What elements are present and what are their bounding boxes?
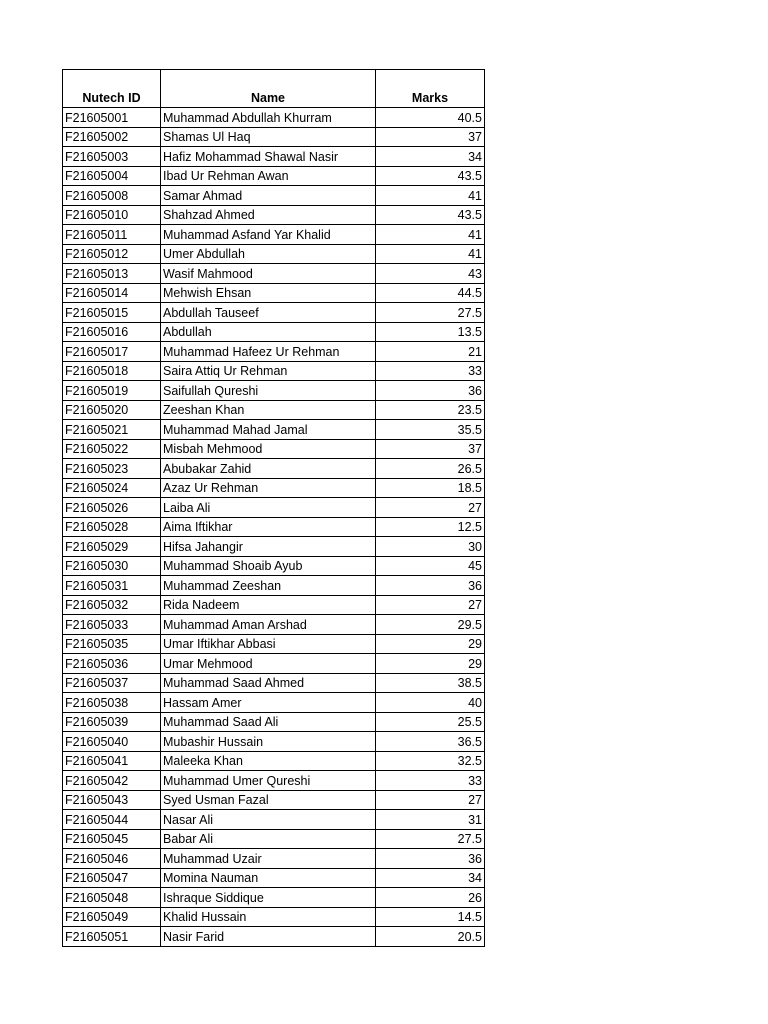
table-row <box>63 595 485 615</box>
cell-marks: 32.5 <box>376 751 485 771</box>
cell-marks: 27 <box>376 790 485 810</box>
cell-name: Abdullah Tauseef <box>161 303 376 323</box>
table-row <box>63 186 485 206</box>
cell-marks: 31 <box>376 810 485 830</box>
cell-marks: 33 <box>376 771 485 791</box>
cell-name: Misbah Mehmood <box>161 439 376 459</box>
cell-name: Syed Usman Fazal <box>161 790 376 810</box>
cell-nutech-id: F21605028 <box>63 517 161 537</box>
cell-marks: 13.5 <box>376 322 485 342</box>
cell-marks: 27 <box>376 595 485 615</box>
cell-marks: 30 <box>376 537 485 557</box>
cell-marks: 29.5 <box>376 615 485 635</box>
cell-marks: 35.5 <box>376 420 485 440</box>
cell-nutech-id: F21605021 <box>63 420 161 440</box>
table-row <box>63 771 485 791</box>
cell-nutech-id: F21605029 <box>63 537 161 557</box>
cell-nutech-id: F21605017 <box>63 342 161 362</box>
cell-name: Muhammad Shoaib Ayub <box>161 556 376 576</box>
cell-name: Laiba Ali <box>161 498 376 518</box>
cell-marks: 41 <box>376 186 485 206</box>
cell-marks: 43 <box>376 264 485 284</box>
cell-nutech-id: F21605030 <box>63 556 161 576</box>
cell-marks: 27 <box>376 498 485 518</box>
cell-name: Muhammad Uzair <box>161 849 376 869</box>
table-row <box>63 264 485 284</box>
cell-name: Ishraque Siddique <box>161 888 376 908</box>
table-row <box>63 868 485 888</box>
cell-name: Mehwish Ehsan <box>161 283 376 303</box>
cell-marks: 36.5 <box>376 732 485 752</box>
cell-nutech-id: F21605014 <box>63 283 161 303</box>
cell-marks: 27.5 <box>376 829 485 849</box>
table-row <box>63 459 485 479</box>
table-row <box>63 400 485 420</box>
table-row <box>63 108 485 128</box>
cell-marks: 25.5 <box>376 712 485 732</box>
cell-nutech-id: F21605042 <box>63 771 161 791</box>
cell-nutech-id: F21605047 <box>63 868 161 888</box>
cell-marks: 41 <box>376 244 485 264</box>
cell-marks: 43.5 <box>376 166 485 186</box>
cell-name: Umar Iftikhar Abbasi <box>161 634 376 654</box>
cell-name: Muhammad Asfand Yar Khalid <box>161 225 376 245</box>
table-header <box>63 70 485 108</box>
table-row <box>63 537 485 557</box>
cell-name: Maleeka Khan <box>161 751 376 771</box>
table-row <box>63 342 485 362</box>
cell-nutech-id: F21605023 <box>63 459 161 479</box>
table-row <box>63 732 485 752</box>
cell-marks: 29 <box>376 634 485 654</box>
cell-name: Hafiz Mohammad Shawal Nasir <box>161 147 376 167</box>
cell-name: Samar Ahmad <box>161 186 376 206</box>
cell-marks: 29 <box>376 654 485 674</box>
table-row <box>63 927 485 947</box>
cell-nutech-id: F21605022 <box>63 439 161 459</box>
cell-nutech-id: F21605035 <box>63 634 161 654</box>
cell-nutech-id: F21605046 <box>63 849 161 869</box>
table-row <box>63 654 485 674</box>
cell-marks: 36 <box>376 576 485 596</box>
table-row <box>63 166 485 186</box>
cell-marks: 18.5 <box>376 478 485 498</box>
cell-marks: 45 <box>376 556 485 576</box>
cell-nutech-id: F21605043 <box>63 790 161 810</box>
cell-name: Momina Nauman <box>161 868 376 888</box>
cell-marks: 40.5 <box>376 108 485 128</box>
table-row <box>63 615 485 635</box>
cell-nutech-id: F21605045 <box>63 829 161 849</box>
table-row <box>63 829 485 849</box>
table-row <box>63 576 485 596</box>
cell-name: Saifullah Qureshi <box>161 381 376 401</box>
cell-marks: 40 <box>376 693 485 713</box>
cell-name: Ibad Ur Rehman Awan <box>161 166 376 186</box>
table-row <box>63 205 485 225</box>
cell-nutech-id: F21605003 <box>63 147 161 167</box>
cell-name: Shamas Ul Haq <box>161 127 376 147</box>
cell-marks: 12.5 <box>376 517 485 537</box>
table-row <box>63 556 485 576</box>
cell-nutech-id: F21605049 <box>63 907 161 927</box>
table-row <box>63 420 485 440</box>
cell-name: Muhammad Hafeez Ur Rehman <box>161 342 376 362</box>
table-row <box>63 810 485 830</box>
table-row <box>63 147 485 167</box>
cell-name: Hifsa Jahangir <box>161 537 376 557</box>
marks-sheet <box>62 69 484 947</box>
cell-nutech-id: F21605013 <box>63 264 161 284</box>
cell-name: Wasif Mahmood <box>161 264 376 284</box>
cell-name: Muhammad Abdullah Khurram <box>161 108 376 128</box>
cell-marks: 26 <box>376 888 485 908</box>
table-row <box>63 283 485 303</box>
cell-marks: 36 <box>376 849 485 869</box>
cell-nutech-id: F21605051 <box>63 927 161 947</box>
table-row <box>63 244 485 264</box>
cell-nutech-id: F21605004 <box>63 166 161 186</box>
cell-nutech-id: F21605040 <box>63 732 161 752</box>
header-marks: Marks <box>376 70 485 108</box>
cell-name: Abdullah <box>161 322 376 342</box>
cell-name: Muhammad Umer Qureshi <box>161 771 376 791</box>
table-row <box>63 907 485 927</box>
cell-name: Umer Abdullah <box>161 244 376 264</box>
cell-nutech-id: F21605037 <box>63 673 161 693</box>
table-row <box>63 303 485 323</box>
cell-name: Muhammad Saad Ahmed <box>161 673 376 693</box>
cell-marks: 38.5 <box>376 673 485 693</box>
cell-marks: 34 <box>376 147 485 167</box>
cell-name: Muhammad Zeeshan <box>161 576 376 596</box>
cell-nutech-id: F21605012 <box>63 244 161 264</box>
header-row <box>63 70 485 108</box>
cell-nutech-id: F21605048 <box>63 888 161 908</box>
table-row <box>63 712 485 732</box>
cell-marks: 36 <box>376 381 485 401</box>
cell-nutech-id: F21605026 <box>63 498 161 518</box>
cell-marks: 21 <box>376 342 485 362</box>
cell-nutech-id: F21605015 <box>63 303 161 323</box>
table-row <box>63 888 485 908</box>
cell-name: Nasar Ali <box>161 810 376 830</box>
cell-nutech-id: F21605041 <box>63 751 161 771</box>
cell-name: Azaz Ur Rehman <box>161 478 376 498</box>
table-body <box>63 108 485 947</box>
cell-marks: 43.5 <box>376 205 485 225</box>
table-row <box>63 498 485 518</box>
cell-name: Abubakar Zahid <box>161 459 376 479</box>
cell-nutech-id: F21605032 <box>63 595 161 615</box>
table-row <box>63 478 485 498</box>
cell-nutech-id: F21605011 <box>63 225 161 245</box>
cell-name: Rida Nadeem <box>161 595 376 615</box>
cell-nutech-id: F21605010 <box>63 205 161 225</box>
cell-name: Saira Attiq Ur Rehman <box>161 361 376 381</box>
cell-nutech-id: F21605039 <box>63 712 161 732</box>
cell-nutech-id: F21605038 <box>63 693 161 713</box>
header-nutech-id: Nutech ID <box>63 70 161 108</box>
table-row <box>63 361 485 381</box>
table-row <box>63 439 485 459</box>
header-name: Name <box>161 70 376 108</box>
cell-nutech-id: F21605036 <box>63 654 161 674</box>
table-row <box>63 381 485 401</box>
cell-name: Muhammad Aman Arshad <box>161 615 376 635</box>
marks-table <box>62 69 485 947</box>
cell-name: Mubashir Hussain <box>161 732 376 752</box>
table-row <box>63 127 485 147</box>
cell-marks: 41 <box>376 225 485 245</box>
cell-nutech-id: F21605008 <box>63 186 161 206</box>
cell-marks: 33 <box>376 361 485 381</box>
cell-nutech-id: F21605019 <box>63 381 161 401</box>
cell-name: Shahzad Ahmed <box>161 205 376 225</box>
cell-marks: 37 <box>376 127 485 147</box>
table-row <box>63 790 485 810</box>
table-row <box>63 693 485 713</box>
cell-name: Muhammad Mahad Jamal <box>161 420 376 440</box>
cell-nutech-id: F21605031 <box>63 576 161 596</box>
cell-nutech-id: F21605018 <box>63 361 161 381</box>
cell-marks: 44.5 <box>376 283 485 303</box>
cell-marks: 23.5 <box>376 400 485 420</box>
cell-marks: 20.5 <box>376 927 485 947</box>
table-row <box>63 517 485 537</box>
table-row <box>63 673 485 693</box>
cell-name: Umar Mehmood <box>161 654 376 674</box>
table-row <box>63 225 485 245</box>
cell-nutech-id: F21605001 <box>63 108 161 128</box>
cell-marks: 37 <box>376 439 485 459</box>
cell-name: Khalid Hussain <box>161 907 376 927</box>
cell-nutech-id: F21605044 <box>63 810 161 830</box>
cell-nutech-id: F21605024 <box>63 478 161 498</box>
cell-nutech-id: F21605002 <box>63 127 161 147</box>
cell-name: Nasir Farid <box>161 927 376 947</box>
cell-name: Muhammad Saad Ali <box>161 712 376 732</box>
table-row <box>63 322 485 342</box>
cell-name: Zeeshan Khan <box>161 400 376 420</box>
cell-nutech-id: F21605016 <box>63 322 161 342</box>
cell-marks: 14.5 <box>376 907 485 927</box>
table-row <box>63 634 485 654</box>
table-row <box>63 849 485 869</box>
cell-nutech-id: F21605020 <box>63 400 161 420</box>
cell-name: Hassam Amer <box>161 693 376 713</box>
cell-name: Aima Iftikhar <box>161 517 376 537</box>
cell-nutech-id: F21605033 <box>63 615 161 635</box>
table-row <box>63 751 485 771</box>
cell-marks: 27.5 <box>376 303 485 323</box>
cell-marks: 26.5 <box>376 459 485 479</box>
cell-name: Babar Ali <box>161 829 376 849</box>
cell-marks: 34 <box>376 868 485 888</box>
